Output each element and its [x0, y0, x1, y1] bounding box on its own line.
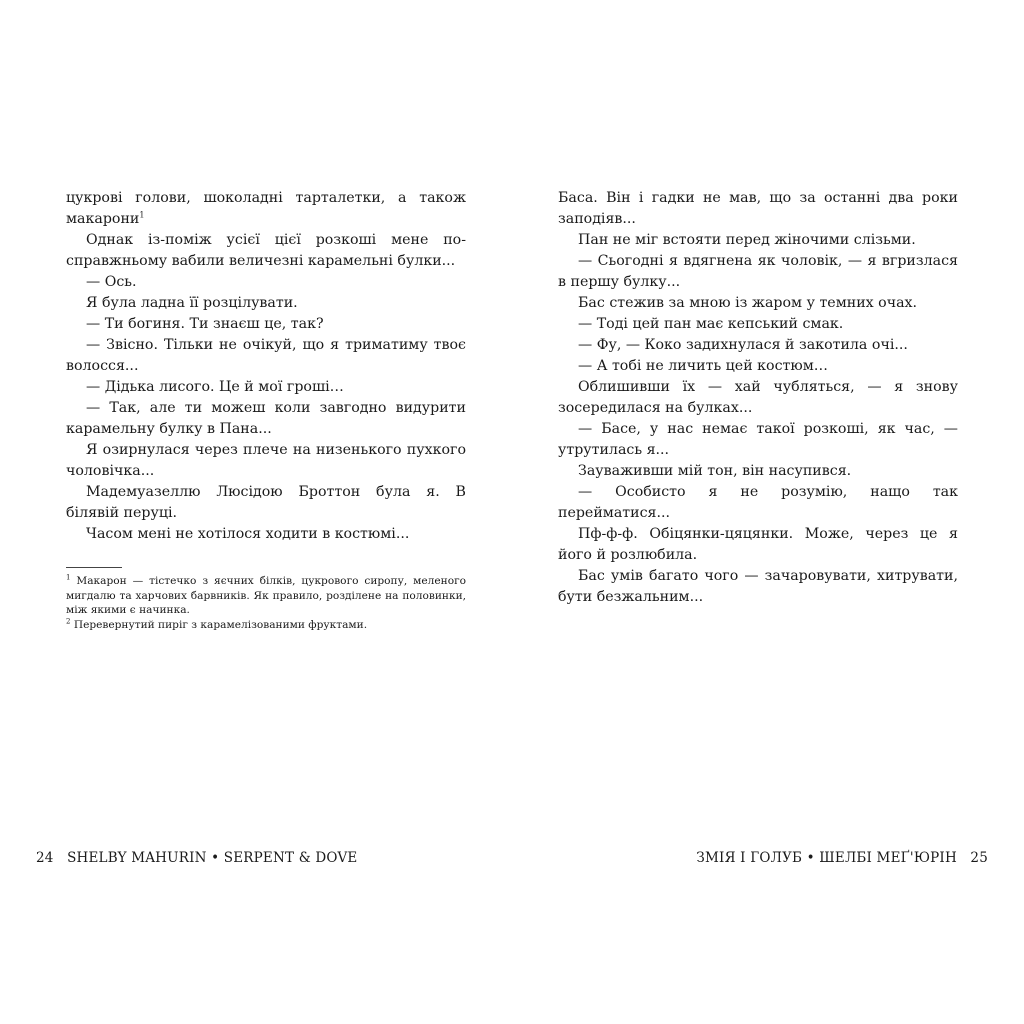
paragraph: — Дідька лисого. Це й мої гроші…: [86, 379, 344, 395]
paragraph: Баса. Він і гадки не мав, що за останні два роки заподіяв...: [558, 190, 958, 227]
paragraph: Пан не міг встояти перед жіночими слізьми.: [578, 232, 916, 248]
running-head-text: ЗМІЯ І ГОЛУБ • ШЕЛБІ МЕҐ'ЮРІН: [696, 850, 957, 866]
paragraph: — Фу, — Коко задихнулася й закотила очі...: [578, 337, 908, 353]
paragraph: Я була ладна її розцілувати.: [86, 295, 298, 311]
paragraph: Я озирнулася через плече на низенького пухкого чоловічка...: [66, 442, 466, 479]
paragraph: — Особисто я не розумію, нащо так перейматися...: [558, 484, 958, 521]
paragraph: Зауваживши мій тон, він насупився.: [578, 463, 852, 479]
footnote: $^2$ Перевернутий пиріг з карамелізованими фруктами.: [66, 616, 368, 631]
paragraph: — Звісно. Тільки не очікуй, що я триматиму твоє волосся...: [66, 337, 466, 374]
paragraph: цукрові голови, шоколадні тарталетки, а також макарони$^1$: [66, 190, 466, 227]
paragraph: Пф-ф-ф. Обіцянки-цяцянки. Може, через це я його й розлюбила.: [558, 526, 958, 563]
page-number: 25: [970, 850, 988, 866]
paragraph: — Так, але ти можеш коли завгодно видурити карамельну булку в Пана...: [66, 400, 466, 437]
paragraph: Облишивши їх — хай чубляться, — я знову зосередилася на булках...: [558, 379, 958, 416]
paragraph: Бас стежив за мною із жаром у темних очах.: [578, 295, 918, 311]
paragraph: Часом мені не хотілося ходити в костюмі...: [86, 526, 410, 542]
footnote: $^1$ Макарон — тістечко з яєчних білків, цукрового сиропу, меленого мигдалю та харчових барвників. Як правило, розділене на половинки, між якими є начинка.: [66, 573, 466, 616]
paragraph: Мадемуазеллю Люсідою Броттон була я. В білявій перуці.: [66, 484, 466, 521]
running-head-text: SHELBY MAHURIN • SERPENT & DOVE: [67, 850, 358, 866]
left-page: [66, 188, 466, 632]
right-page: [558, 188, 958, 608]
left-running-head: [36, 850, 357, 866]
footnote-ref: 1: [139, 210, 145, 220]
right-running-head: [696, 850, 988, 866]
paragraph: — Тоді цей пан має кепський смак.: [578, 316, 844, 332]
paragraph: Бас умів багато чого — зачаровувати, хитрувати, бути безжальним...: [558, 568, 958, 605]
paragraph: Однак із-поміж усієї цієї розкоші мене по-справжньому вабили величезні карамельні булки...: [66, 232, 466, 269]
paragraph: — Ось.: [86, 274, 137, 290]
page-number: 24: [36, 850, 54, 866]
footnote-divider: [66, 567, 122, 568]
paragraph: — А тобі не личить цей костюм…: [578, 358, 828, 374]
paragraph: — Басе, у нас немає такої розкоші, як час, — утрутилась я...: [558, 421, 958, 458]
paragraph: — Сьогодні я вдягнена як чоловік, — я вгризлася в першу булку...: [558, 253, 958, 290]
paragraph: — Ти богиня. Ти знаєш це, так?: [86, 316, 324, 332]
